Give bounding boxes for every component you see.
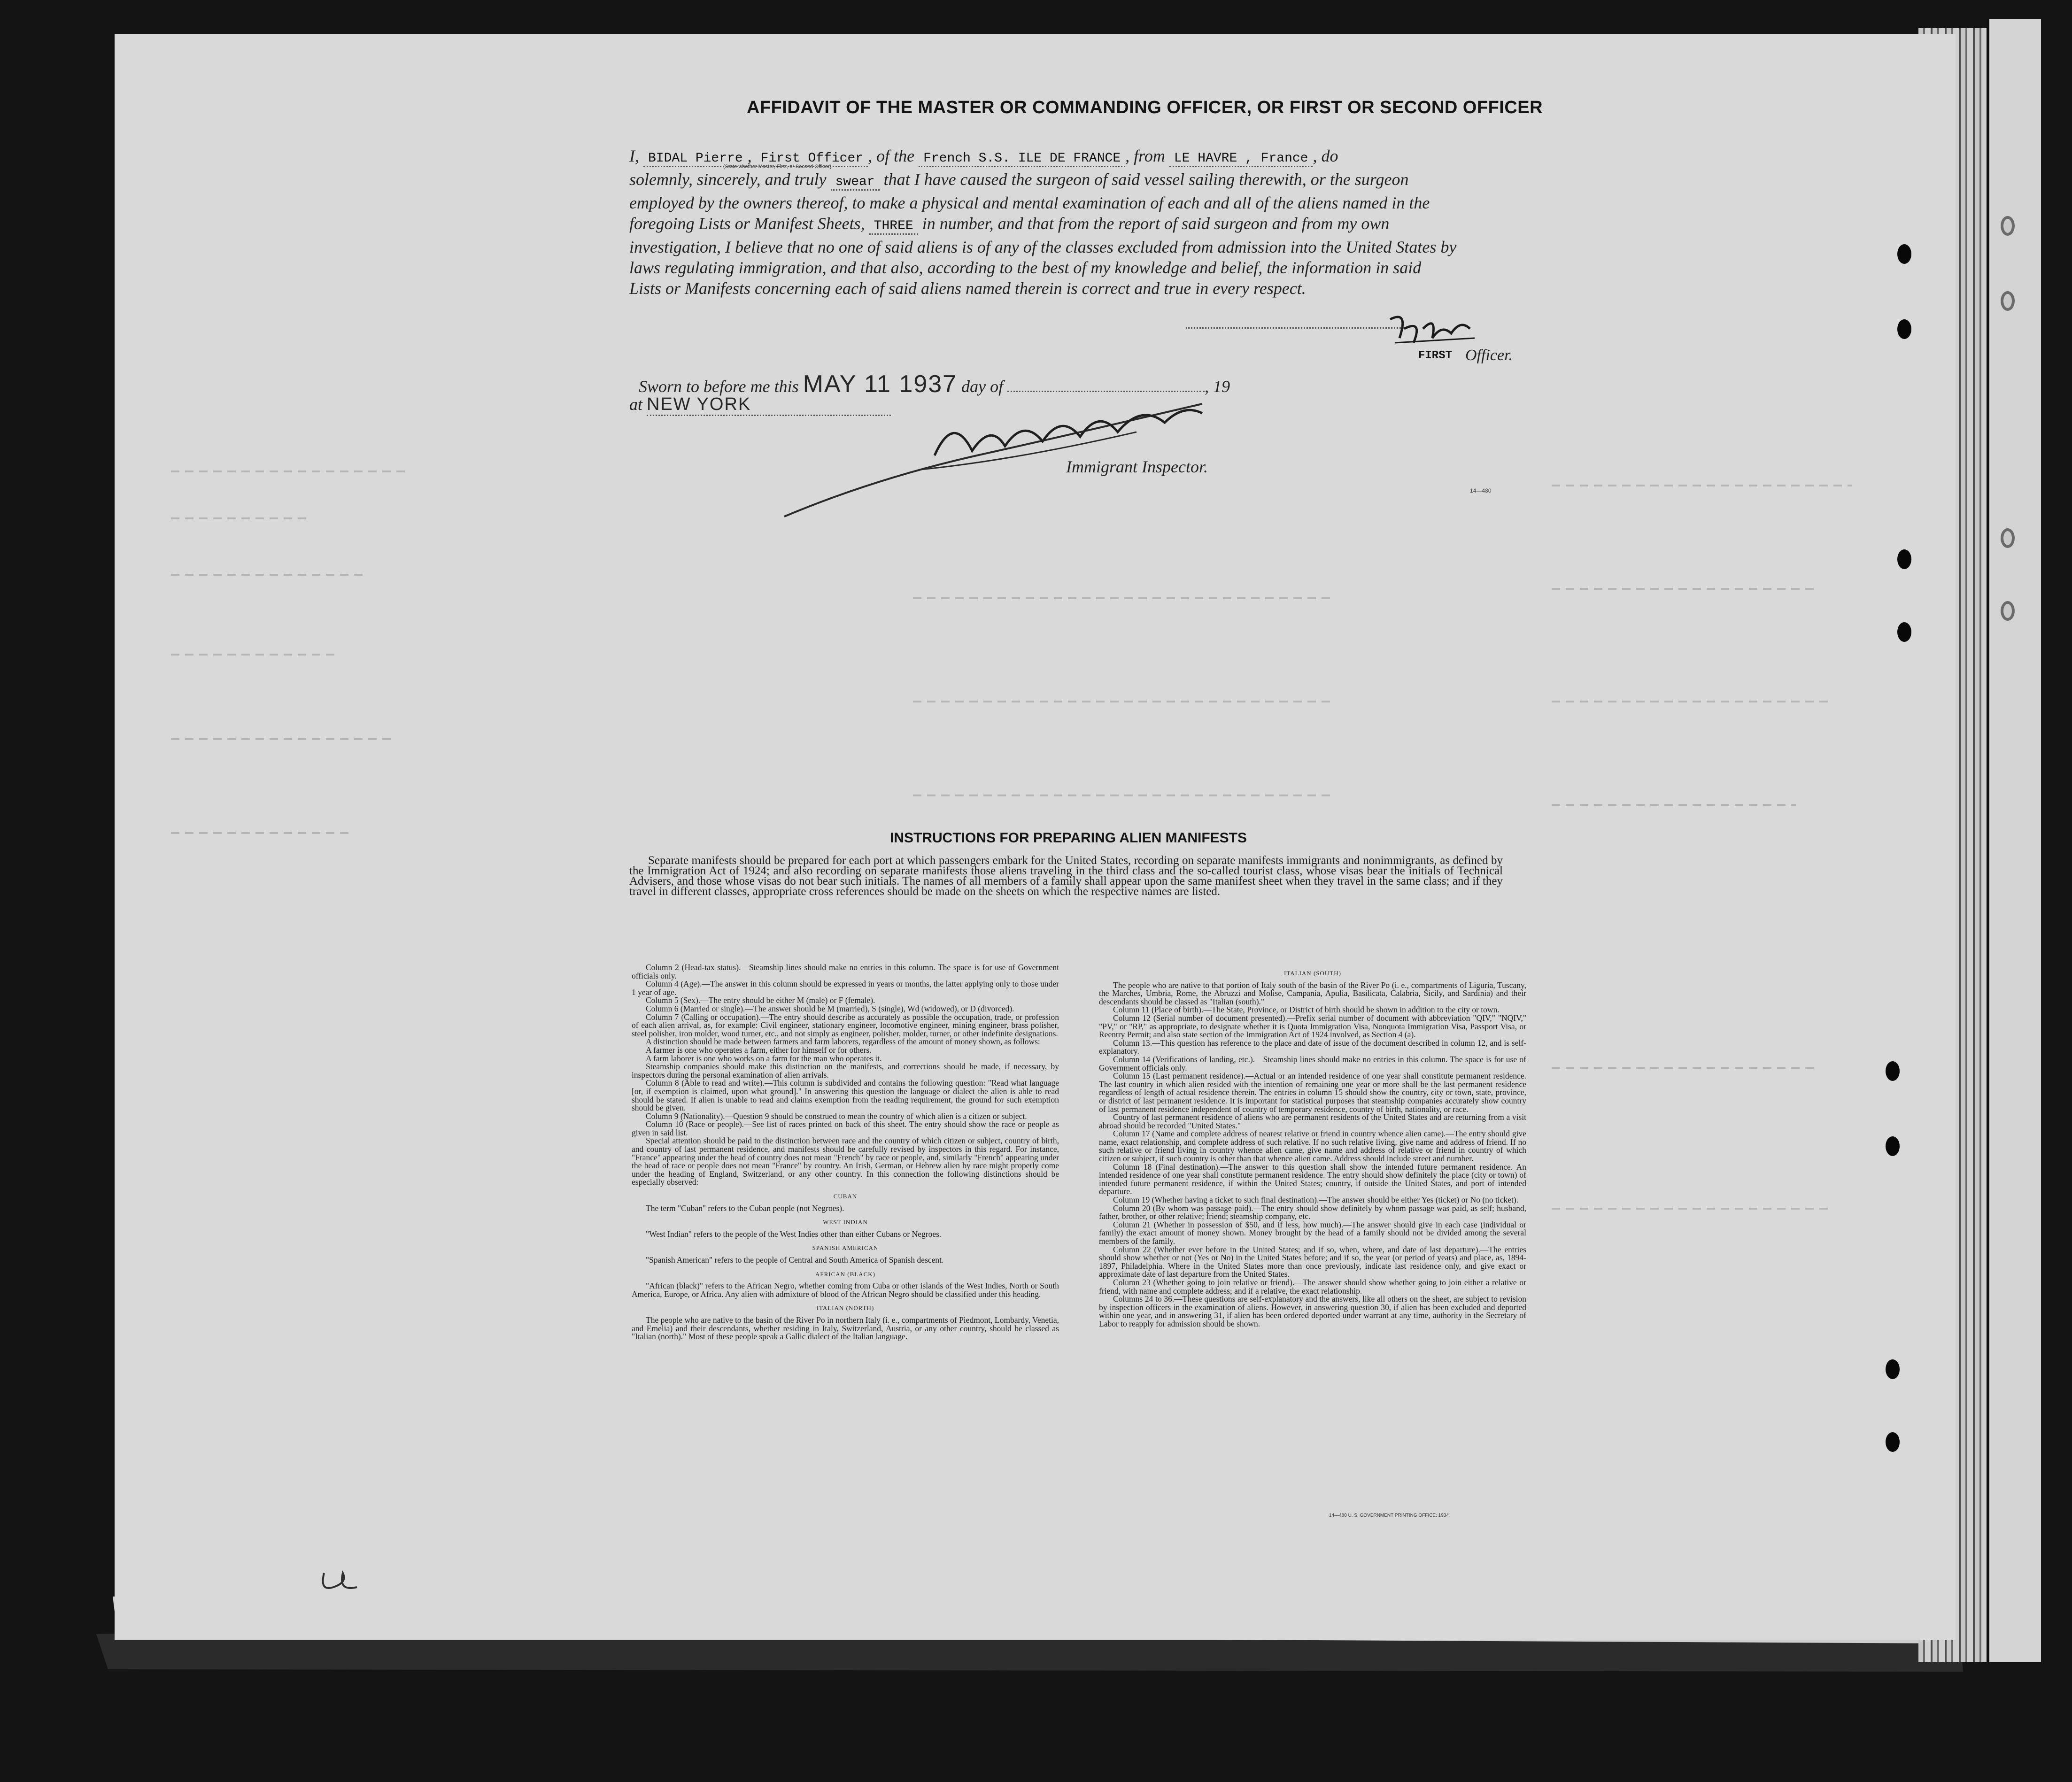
bleed-through-row — [1552, 804, 1796, 806]
instructions-right-column — [1099, 964, 1526, 1328]
instruction-paragraph: Column 2 (Head-tax status).—Steamship lines should make no entries in this column. The space is for use of Government officials only. — [632, 963, 1059, 980]
binder-hole — [1886, 1432, 1900, 1452]
instruction-paragraph: A farmer is one who operates a farm, either for himself or for others. — [646, 1045, 872, 1055]
affidavit-line — [629, 169, 1531, 193]
at-label: at — [629, 395, 643, 414]
bleed-through-row — [1552, 485, 1852, 486]
bleed-through-row — [171, 738, 396, 740]
bleed-through-row — [913, 795, 1336, 796]
inspector-signature — [780, 385, 1240, 526]
bleed-through-row — [171, 654, 340, 656]
instruction-paragraph: Column 8 (Able to read and write).—This column is subdivided and contains the following question: "Read what language [or, if exemption is claimed, upon what ground]." In answering this question the language or dialect the alien is able to read should be stated. If alien is unable to read and claims exemption from the reading requirement, the ground for such exemption should be given. — [632, 1078, 1059, 1113]
affidavit-line: investigation, I believe that no one of said aliens is of any of the classes excluded from admission into the United States by — [629, 238, 1457, 256]
date-stamp: MAY 11 1937 — [803, 370, 958, 398]
officer-signature — [1381, 310, 1493, 352]
instruction-paragraph: Special attention should be paid to the distinction between race and the country of which citizen or subject, country of birth, and country of last permanent residence, and manifests should be carefully revised by inspectors in this regard. For instance, "France" appearing under the head of country does not mean "French" by race or people, and, similarly "French" appearing under the head of race or people does not mean "France" by country. An Irish, German, or Hebrew alien by race might properly come under the heading of England, Switzerland, or any other country. In this connection the following distinctions should be especially observed: — [632, 1136, 1059, 1187]
intro-paragraph: Separate manifests should be prepared for each port at which passengers embark for the United States, recording on separate manifests immigrants and nonimmigrants, as defined by the Immigration Act of 1924; and also recording on separate manifests those aliens traveling in the third class and the so-called tourist class, whose visas bear the initials of Technical Advisers, and those whose visas do not bear such initials. The names of all members of a family shall appear upon the same manifest sheet when they travel in the same class; and if they travel in different classes, appropriate cross references should be made on the sheets on which the respective names are listed. — [629, 854, 1503, 898]
vessel-name-field: French S.S. ILE DE FRANCE — [919, 151, 1125, 167]
affidavit-text: I, — [629, 147, 639, 165]
officer-signature-line — [1186, 327, 1407, 329]
instruction-paragraph: "African (black)" refers to the African Negro, whether coming from Cuba or other islands of the West Indies, North or South America, Europe, or Africa. Any alien with admixture of blood of the African Negro should be classified under this heading. — [632, 1281, 1059, 1299]
binder-ring — [2001, 528, 2015, 548]
instructions-left-column — [632, 964, 1059, 1341]
printing-office-note: 14—480 U. S. GOVERNMENT PRINTING OFFICE: 1934 — [1329, 1513, 1449, 1518]
section-heading-cuban: CUBAN — [833, 1193, 858, 1200]
instruction-paragraph: Column 10 (Race or people).—See list of races printed on back of this sheet. The entry should show the race or people as given in said list. — [632, 1119, 1059, 1137]
instructions-intro — [629, 856, 1503, 897]
bleed-through-row — [1552, 588, 1815, 590]
affidavit-text: solemnly, sincerely, and truly — [629, 170, 827, 189]
bleed-through-row — [171, 471, 406, 472]
binder-hole — [1897, 549, 1911, 569]
affidavit-line: Lists or Manifests concerning each of said aliens named therein is correct and true in every respect. — [629, 279, 1306, 298]
instruction-paragraph: Column 17 (Name and complete address of nearest relative or friend in country whence alien came).—The entry should give name, exact relationship, and complete address of such relative. If no such relative living, give name and address of friend. If no such relative or friend living in country whence alien came, give name and address of relative or friend in country of which citizen or subject, if such country is other than that whence alien came. Address should include street and number. — [1099, 1129, 1526, 1164]
binder-ring — [2001, 291, 2015, 311]
binder-hole — [1886, 1136, 1900, 1156]
sworn-prefix: Sworn to before me this — [639, 377, 799, 396]
year-label: , 19 — [1205, 377, 1230, 396]
day-of-label: day of — [961, 377, 1004, 396]
affidavit-line — [629, 213, 1531, 237]
bleed-through-row — [171, 832, 354, 834]
place-field: NEW YORK — [647, 394, 891, 416]
section-heading-spanish-american: SPANISH AMERICAN — [812, 1244, 879, 1252]
instruction-paragraph: Column 13.—This question has reference to the place and date of issue of the document described in column 12, and is self-explanatory. — [1099, 1038, 1526, 1056]
affidavit-text: , do — [1313, 147, 1338, 165]
instruction-paragraph: Column 23 (Whether going to join relative or friend).—The answer should show whether going to join either a relative or friend, with name and complete address; and if a relative, the exact relationship. — [1099, 1277, 1526, 1296]
binder-hole — [1897, 319, 1911, 339]
instruction-paragraph: Column 22 (Whether ever before in the United States; and if so, when, where, and date of last departure).—The entries should show whether or not (Yes or No) in the United States before; and if so, the year (or period of years) and place, as, 1894-1897, Philadelphia. Where in the United States more than once previously, indicate last residence only, and give exact or approximate date of last departure from the United States. — [1099, 1244, 1526, 1279]
instruction-paragraph: Column 6 (Married or single).—The answer should be M (married), S (single), Wd (widowed), or D (divorced). — [646, 1003, 1014, 1013]
section-heading-african: AFRICAN (BLACK) — [815, 1270, 876, 1278]
officer-rank-field: First Officer — [756, 151, 868, 167]
instruction-paragraph: Column 18 (Final destination).—The answer to this question shall show the intended future permanent residence. An intended residence of one year shall constitute permanent residence. The entry should show definitely the place (city or town) of intended future permanent residence, if within the United States; country, if outside the United States, and port of intended departure. — [1099, 1162, 1526, 1196]
bleed-through-row — [913, 701, 1336, 702]
bleed-through-row — [1552, 701, 1833, 702]
instruction-paragraph: Steamship companies should make this distinction on the manifests, and corrections should be made, if necessary, by inspectors during the personal examination of alien arrivals. — [632, 1062, 1059, 1080]
bleed-through-row — [1552, 1067, 1815, 1069]
instruction-paragraph: Column 20 (By whom was passage paid).—The entry should show definitely by whom passage was paid, as self; husband, father, brother, or other relative; friend; steamship company, etc. — [1099, 1203, 1526, 1221]
instruction-paragraph: Column 7 (Calling or occupation).—The entry should describe as accurately as possible the occupation, trade, or profession of each alien arrival, as, for example: Civil engineer, stationary engineer, locomotive engineer, mining engineer, brass polisher, steel polisher, iron molder, wood turner, etc., and not simply as engineer, polisher, molder, turner, or other indefinite designations. — [632, 1012, 1059, 1038]
instruction-paragraph: "Spanish American" refers to the people of Central and South America of Spanish descent. — [646, 1255, 944, 1265]
bleed-through-row — [1552, 1208, 1833, 1210]
instruction-paragraph: Country of last permanent residence of aliens who are permanent residents of the United States and are returning from a visit abroad should be recorded "United States." — [1099, 1112, 1526, 1130]
bleed-through-row — [171, 574, 368, 576]
instruction-paragraph: Column 11 (Place of birth).—The State, Province, or District of birth should be shown in addition to the city or town. — [1113, 1005, 1500, 1015]
instruction-paragraph: The people who are native to the basin of the River Po in northern Italy (i. e., compartments of Piedmont, Lombardy, Venetia, and Emelia) and their descendants, whether residing in Italy, Switzerland, Austria, or any other country, should be classed as "Italian (north)." Most of these people speak a Gallic dialect of the Italian language. — [632, 1315, 1059, 1342]
instruction-paragraph: Column 5 (Sex).—The entry should be either M (male) or F (female). — [646, 995, 875, 1005]
departure-port-field: LE HAVRE , France — [1169, 151, 1313, 167]
signature-rank: FIRST — [1418, 349, 1453, 362]
officer-name-field: BIDAL Pierre — [643, 151, 748, 167]
instruction-paragraph: A distinction should be made between farmers and farm laborers, regardless of the amount of money shown, as follows: — [646, 1037, 1040, 1047]
section-heading-italian-south: ITALIAN (SOUTH) — [1284, 970, 1341, 977]
instruction-paragraph: A farm laborer is one who works on a farm for the man who operates it. — [646, 1053, 882, 1063]
rank-instruction-note: (State whether Master, First, or Second Officer) — [723, 164, 832, 170]
binder-hole — [1886, 1061, 1900, 1081]
bleed-through-row — [171, 517, 312, 519]
binder-ring — [2001, 601, 2015, 621]
instruction-paragraph: The people who are native to that portion of Italy south of the basin of the River Po (i. e., compartments of Liguria, Tuscany, the Marches, Umbria, Rome, the Abruzzi and Molise, Campania, Apulia, Basilicata, Calabria, Sicily, and Sardinia) and their descendants should be classed as "Italian (south)." — [1099, 980, 1526, 1006]
binder-hole — [1897, 244, 1911, 264]
section-heading-italian-north: ITALIAN (NORTH) — [816, 1304, 874, 1312]
bleed-through-row — [913, 597, 1336, 599]
instructions-title: INSTRUCTIONS FOR PREPARING ALIEN MANIFESTS — [890, 830, 1247, 846]
margin-scribble — [315, 1564, 366, 1601]
affidavit-text: in number, and that from the report of said surgeon and from my own — [922, 214, 1390, 233]
oath-word-field: swear — [831, 175, 880, 191]
signature-suffix: Officer. — [1465, 347, 1513, 364]
binder-hole — [1886, 1359, 1900, 1379]
instruction-paragraph: Column 9 (Nationality).—Question 9 should be construed to mean the country of which alien is a citizen or subject. — [646, 1111, 1027, 1121]
instruction-paragraph: Columns 24 to 36.—These questions are self-explanatory and the answers, like all others on the sheet, are subject to revision by inspection officers in the examination of aliens. However, in answering question 30, if alien has been excluded and deported within one year, and in answering 31, if alien has been ordered deported under warrant at any time, authority in the Secretary of Labor to reapply for admission should be shown. — [1099, 1294, 1526, 1328]
affidavit-text: foregoing Lists or Manifest Sheets, — [629, 214, 865, 233]
instruction-paragraph: Column 12 (Serial number of document presented).—Prefix serial number of document with abbreviation "QIV," "NQIV," "PV," or "RP," as appropriate, to designate whether it is Quota Immigration Visa, Nonquota Immigration Visa, Passport Visa, or Reentry Permit; and also state section of the Immigration Act of 1924 involved, as Section 4 (a). — [1099, 1013, 1526, 1040]
affidavit-line: laws regulating immigration, and that also, according to the best of my knowledge and belief, the information in said — [629, 258, 1422, 277]
instruction-paragraph: Column 15 (Last permanent residence).—Actual or an intended residence of one year shall constitute permanent residence. The last country in which alien resided with the intention of remaining one year or more shall be the last permanent residence regardless of length of actual residence therein. The entries in column 15 should show the country, city or town, state, province, or district of last permanent residence. It is important for statistical purposes that steamship companies accurately show country of last permanent residence independent of country of temporary residence, country of birth, nationality, or race. — [1099, 1071, 1526, 1114]
affidavit-line: employed by the owners thereof, to make a physical and mental examination of each and all of the aliens named in the — [629, 193, 1430, 212]
instruction-paragraph: Column 4 (Age).—The answer in this column should be expressed in years or months, the latter applying only to those under 1 year of age. — [632, 979, 1059, 997]
section-heading-west-indian: WEST INDIAN — [823, 1219, 868, 1226]
affidavit-text: that I have caused the surgeon of said vessel sailing therewith, or the surgeon — [883, 170, 1409, 189]
form-number: 14—480 — [1470, 487, 1492, 494]
instruction-paragraph: Column 21 (Whether in possession of $50, and if less, how much).—The answer should give in each case (individual or family) the exact amount of money shown. Money brought by the head of a family should not be divided among the several members of the family. — [1099, 1219, 1526, 1246]
instruction-paragraph: Column 19 (Whether having a ticket to such final destination).—The answer should be either Yes (ticket) or No (no ticket). — [1113, 1195, 1519, 1205]
instruction-paragraph: "West Indian" refers to the people of the West Indies other than either Cubans or Negroes. — [646, 1229, 942, 1239]
inspector-label: Immigrant Inspector. — [1066, 457, 1208, 476]
affidavit-text: , — [747, 147, 752, 165]
sheet-count-field: THREE — [869, 219, 918, 235]
instruction-paragraph: The term "Cuban" refers to the Cuban people (not Negroes). — [646, 1203, 844, 1213]
affidavit-text: , of the — [868, 147, 915, 165]
affidavit-title: AFFIDAVIT OF THE MASTER OR COMMANDING OFFICER, OR FIRST OR SECOND OFFICER — [747, 98, 1543, 117]
binder-ring — [2001, 216, 2015, 236]
affidavit-text: , from — [1125, 147, 1165, 165]
instruction-paragraph: Column 14 (Verifications of landing, etc.).—Steamship lines should make no entries in this column. The space is for use of Government officials only. — [1099, 1054, 1526, 1072]
binder-hole — [1897, 622, 1911, 642]
backing-card — [1987, 19, 2041, 1662]
